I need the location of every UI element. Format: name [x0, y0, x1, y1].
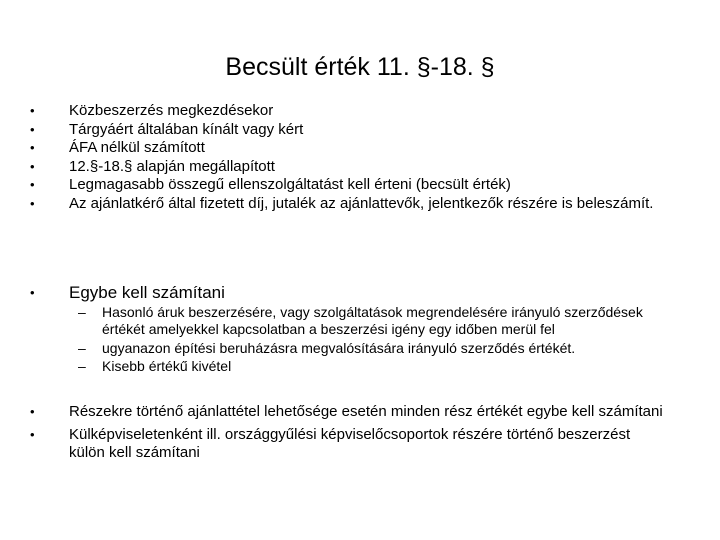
- list-item-text: Külképviseletenként ill. országgyűlési képviselőcsoportok részére történő beszerzést külön kell számítani: [69, 425, 631, 461]
- bullet-icon: •: [30, 426, 35, 442]
- bullet-list-main: [30, 102, 670, 213]
- list-item: [30, 195, 670, 214]
- bullet-icon: •: [30, 121, 35, 137]
- list-item: [30, 158, 670, 177]
- bullet-icon: •: [30, 140, 35, 155]
- list-item: [30, 139, 670, 158]
- list-item-text: 12.§-18.§ alapján megállapított: [69, 157, 275, 175]
- dash-icon: –: [78, 358, 86, 374]
- bullet-icon: •: [30, 285, 35, 300]
- bullet-icon: •: [30, 158, 35, 174]
- sub-list-item: [78, 358, 668, 375]
- dash-icon: –: [78, 304, 86, 320]
- sub-list-item-text: Kisebb értékű kivétel: [102, 358, 232, 374]
- list-item-text: Részekre történő ajánlattétel lehetősége esetén minden rész értékét egybe kell számítani: [69, 403, 663, 420]
- bullet-list-heading: [30, 283, 670, 303]
- bullet-icon: •: [30, 103, 35, 118]
- sub-list-item-text: ugyanazon építési beruházásra megvalósítására irányuló szerződés értékét.: [102, 339, 576, 356]
- main-point-text: Egybe kell számítani: [69, 283, 225, 302]
- list-item: [30, 403, 670, 422]
- list-item: [30, 176, 670, 195]
- bullet-list-secondary: [30, 403, 670, 467]
- dash-icon: –: [78, 339, 86, 356]
- slide-title: Becsült érték 11. §-18. §: [225, 53, 495, 81]
- list-item: [30, 121, 670, 140]
- list-item-text: Tárgyáért általában kínált vagy kért: [69, 120, 304, 138]
- list-item-text: Az ajánlatkérő által fizetett díj, jutalék az ajánlattevők, jelentkezők részére is beleszámít.: [69, 194, 654, 212]
- list-item-heading: [30, 283, 670, 303]
- list-item-text: Közbeszerzés megkezdésekor: [69, 102, 274, 119]
- sub-list-item: [78, 340, 668, 357]
- sub-list-item-text: Hasonló áruk beszerzésére, vagy szolgáltatások megrendelésére irányuló szerződések értékét amelyekkel kapcsolatban a beszerzési igény egy időben merül fel: [102, 304, 643, 337]
- bullet-icon: •: [30, 404, 35, 419]
- list-item-text: Legmagasabb összegű ellenszolgáltatást kell érteni (becsült érték): [69, 176, 511, 193]
- list-item-text: ÁFA nélkül számított: [69, 139, 205, 156]
- bullet-icon: •: [30, 177, 35, 192]
- list-item: [30, 426, 670, 463]
- sub-list-item: [78, 304, 668, 338]
- list-item: [30, 102, 670, 121]
- sub-list: [78, 304, 668, 377]
- bullet-icon: •: [30, 195, 35, 211]
